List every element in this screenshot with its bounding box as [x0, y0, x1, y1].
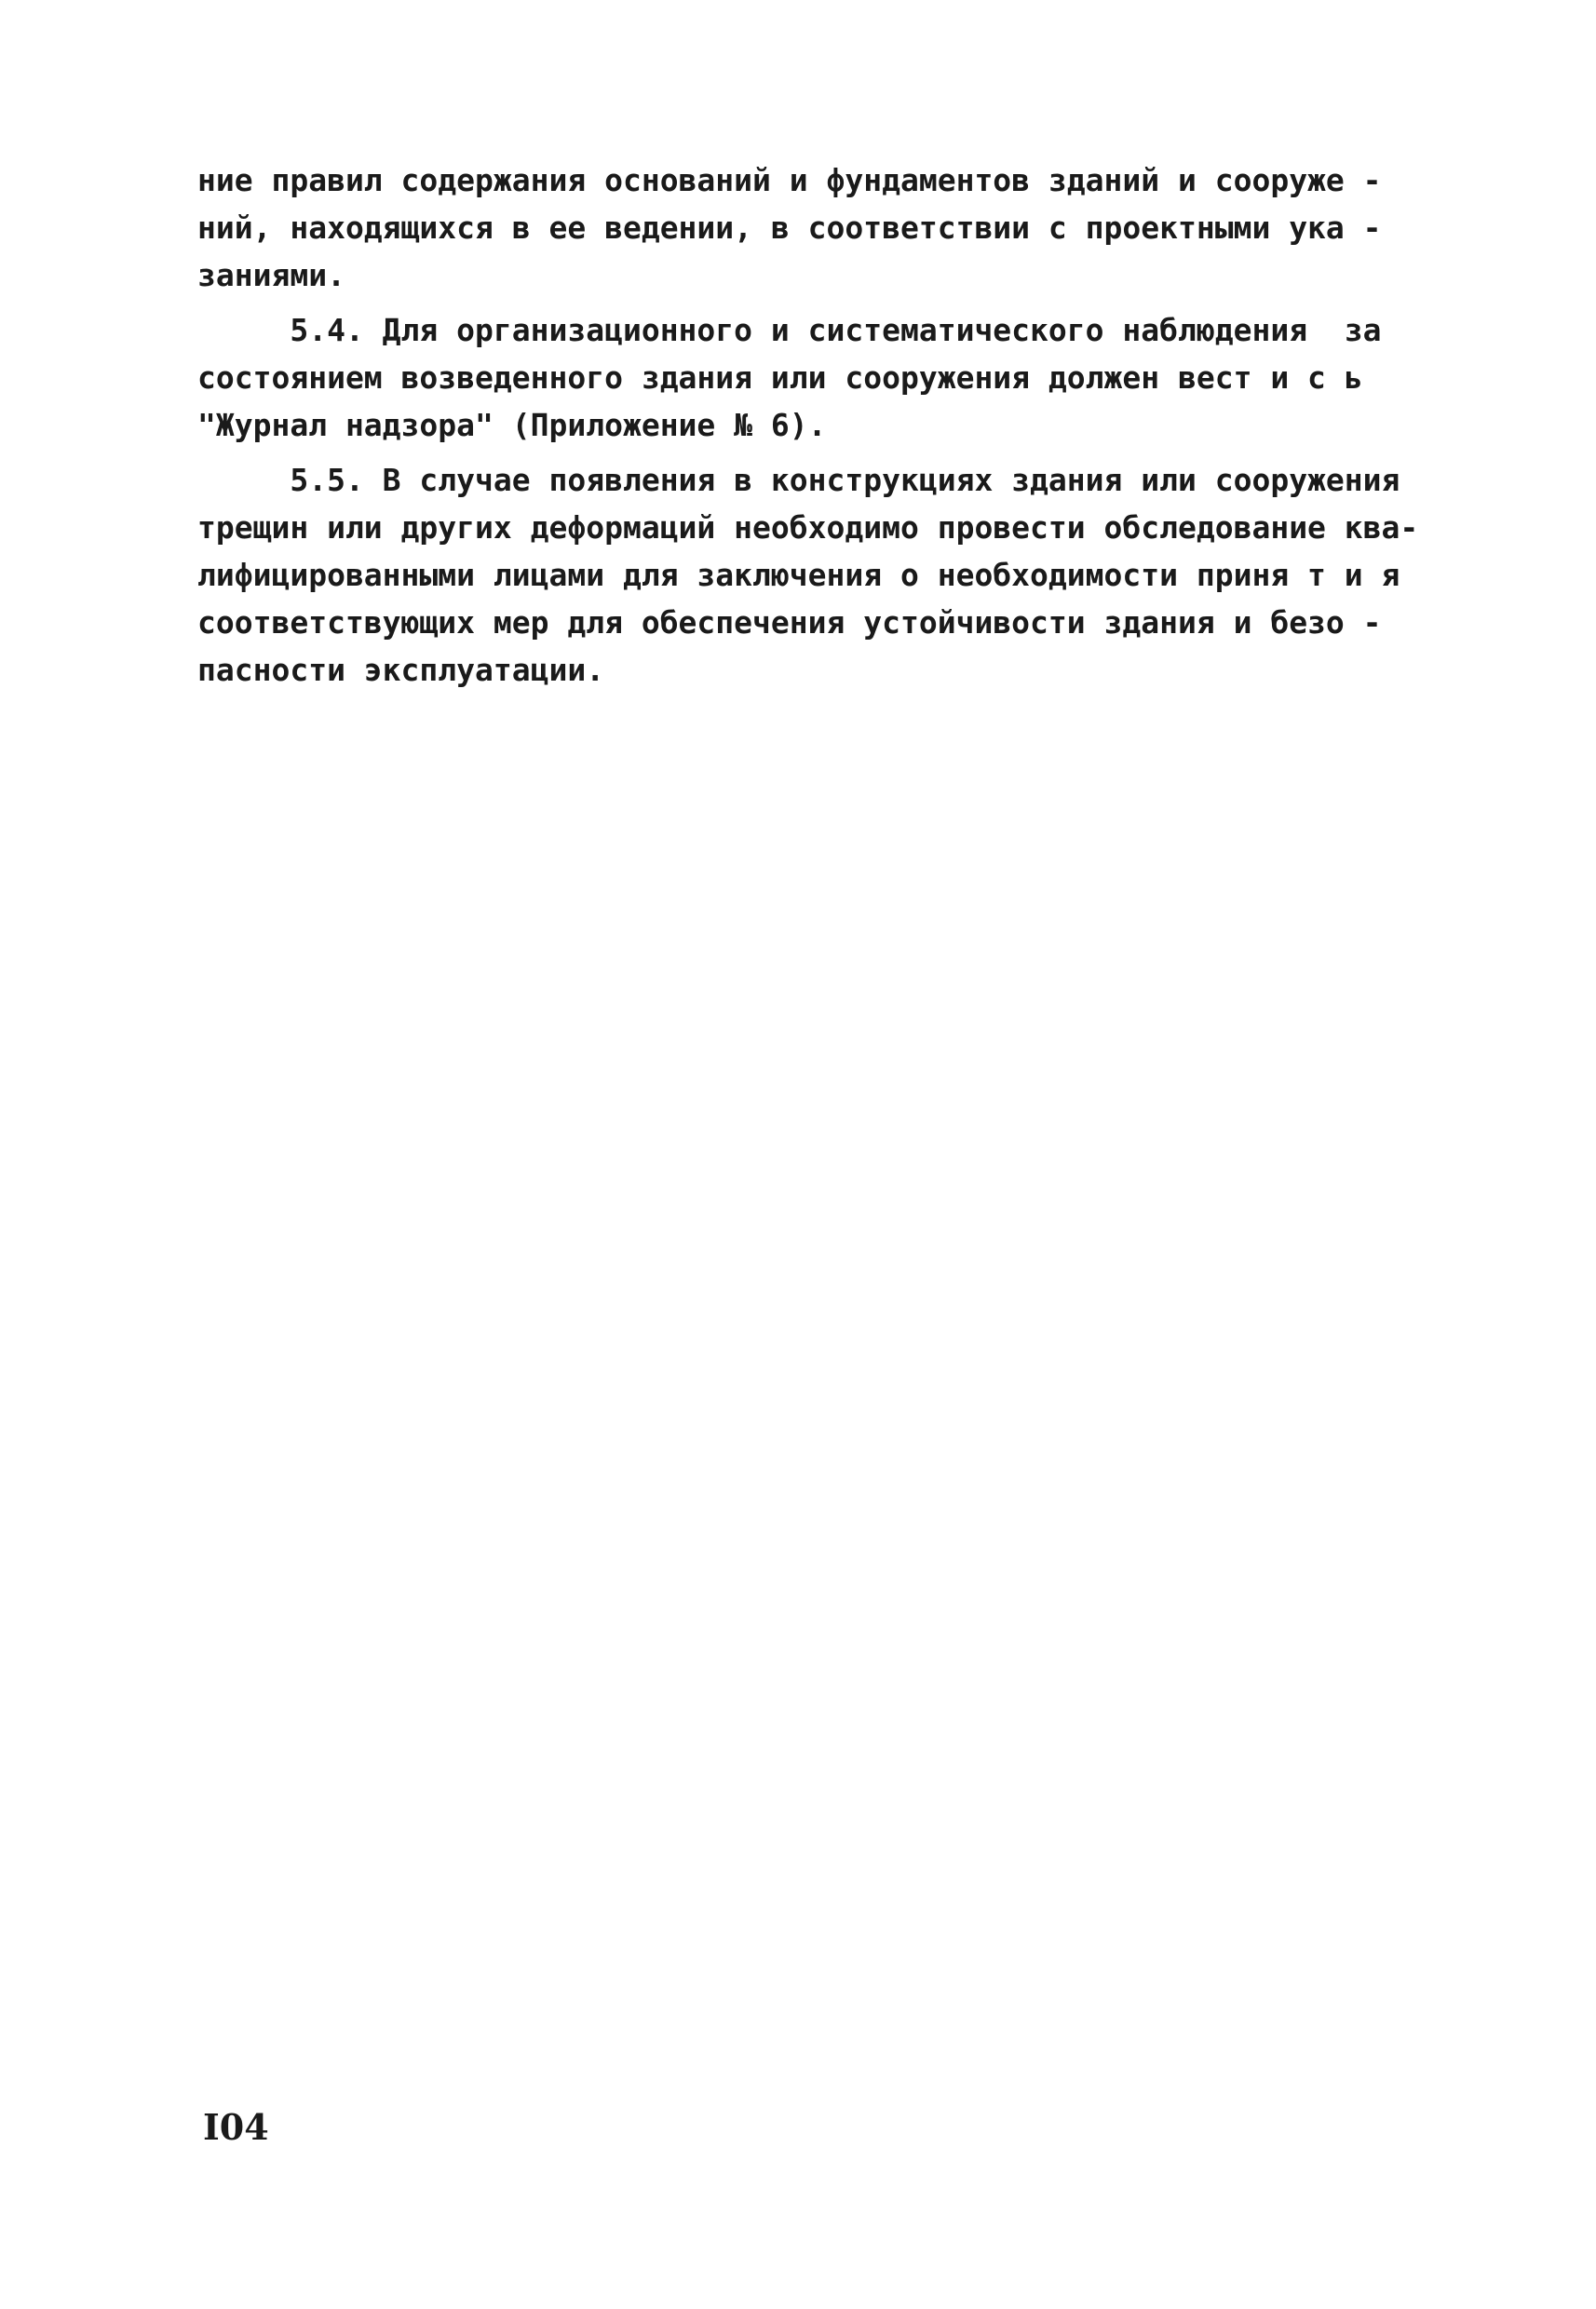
text-line: 5.4. Для организационного и систематического наблюдения за [197, 312, 1382, 348]
text-line: заниями. [197, 257, 345, 293]
text-line: пасности эксплуатации. [197, 652, 605, 688]
text-line: трещин или других деформаций необходимо провести обследование ква- [197, 509, 1419, 546]
paragraph-continuation [197, 156, 1436, 299]
text-line: состоянием возведенного здания или сооружения должен вест и с ь [197, 359, 1363, 396]
paragraph-5-4 [197, 306, 1436, 449]
text-line: "Журнал надзора" (Приложение № 6). [197, 407, 827, 443]
text-line: ний, находящихся в ее ведении, в соответствии с проектными ука - [197, 209, 1382, 246]
text-line: соответствующих мер для обеспечения устойчивости здания и безо - [197, 604, 1382, 641]
body-text [197, 156, 1436, 701]
text-line: ние правил содержания оснований и фундаментов зданий и сооруже - [197, 162, 1382, 198]
page-number: I04 [203, 2106, 269, 2148]
text-line: 5.5. В случае появления в конструкциях здания или сооружения [197, 462, 1400, 498]
text-line: лифицированными лицами для заключения о необходимости приня т и я [197, 557, 1400, 593]
paragraph-5-5 [197, 456, 1436, 694]
